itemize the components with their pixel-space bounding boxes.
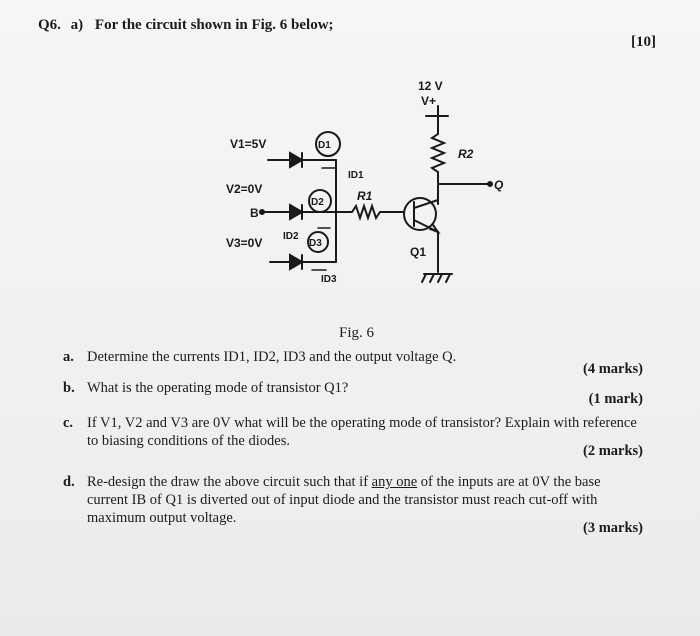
current-id2-label: ID2 xyxy=(283,231,299,242)
sub-question-marks: (4 marks) xyxy=(582,361,643,377)
figure-caption: Fig. 6 xyxy=(339,325,375,341)
r2-label: R2 xyxy=(458,147,474,161)
sub-question-label: b. xyxy=(63,380,75,396)
sub-question-text: If V1, V2 and V3 are 0V what will be the operating mode of transistor? Explain with reference to biasing conditions of the diodes. xyxy=(87,415,637,449)
input-v1-label: V1=5V xyxy=(230,137,267,151)
d2-label: D2 xyxy=(311,197,324,208)
output-terminal xyxy=(488,182,492,186)
input-v2-label: V2=0V xyxy=(226,182,263,196)
diode-d3-symbol xyxy=(290,255,302,269)
output-label: Q xyxy=(494,178,504,192)
sub-question-marks: (1 mark) xyxy=(588,391,643,407)
current-id1-label: ID1 xyxy=(348,170,364,181)
supply-node-label: V+ xyxy=(421,94,437,108)
question-part: a) xyxy=(70,17,84,33)
sub-question-marks: (3 marks) xyxy=(582,520,643,536)
sub-question-text-end: of the inputs are at 0V the base current IB of Q1 is diverted out of input diode and the transistor must reach cut-off with maximum output voltage. xyxy=(87,474,601,526)
sub-question-text: What is the operating mode of transistor Q1? xyxy=(87,380,349,396)
r1-label: R1 xyxy=(357,189,373,203)
total-marks: [10] xyxy=(631,34,656,50)
sub-question-label: c. xyxy=(63,415,74,431)
emphasis-any-one: any one xyxy=(371,474,418,490)
resistor-r1 xyxy=(346,206,404,218)
input-v3-label: V3=0V xyxy=(226,236,263,250)
diode-d1-symbol xyxy=(290,153,302,167)
sub-question-text xyxy=(87,473,642,527)
d1-label: D1 xyxy=(318,140,331,151)
sub-question-text-start: Re-design the draw the above circuit such that if xyxy=(87,474,369,490)
current-id3-label: ID3 xyxy=(321,274,337,285)
sub-question-text: Determine the currents ID1, ID2, ID3 and the output voltage Q. xyxy=(87,349,457,365)
d3-label: D3 xyxy=(309,238,322,249)
transistor-label: Q1 xyxy=(410,245,427,259)
resistor-r2 xyxy=(432,126,444,184)
supply-voltage-label: 12 V xyxy=(418,79,443,93)
sub-question-label: a. xyxy=(63,349,74,365)
diode-d2-symbol xyxy=(290,205,302,219)
sub-question-marks: (2 marks) xyxy=(582,443,643,459)
question-number: Q6. xyxy=(38,17,61,33)
question-title: For the circuit shown in Fig. 6 below; xyxy=(94,17,334,33)
sub-question-label: d. xyxy=(63,474,75,490)
node-b-label: B xyxy=(250,206,259,220)
